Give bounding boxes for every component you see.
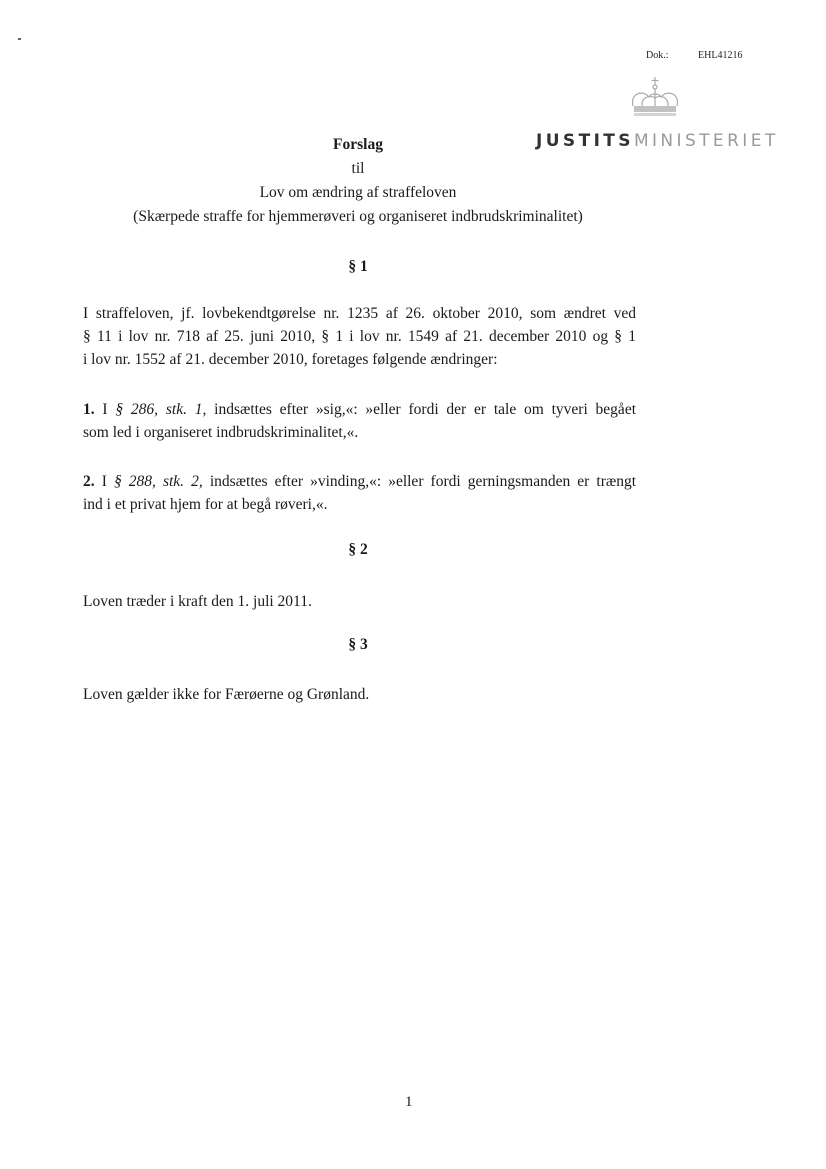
section-3-text: Loven gælder ikke for Færøerne og Grønland. — [83, 686, 370, 703]
page-number: 1 — [405, 1094, 413, 1110]
amendment-item-2 — [83, 470, 636, 516]
bill-subtitle: (Skærpede straffe for hjemmerøveri og organiseret indbrudskriminalitet) — [133, 208, 583, 225]
amendment-reference: § 286, stk. 1, — [115, 401, 207, 418]
section-3-heading: § 3 — [348, 636, 368, 653]
section-1-heading: § 1 — [348, 258, 368, 275]
amendment-reference: § 288, stk. 2, — [113, 473, 203, 490]
amendment-text: indsættes efter »vinding,«: »eller fordi gerningsmanden er trængt — [202, 473, 636, 490]
amendment-item-1-line1 — [83, 398, 636, 421]
doc-number: EHL41216 — [698, 50, 743, 61]
scan-speck — [18, 38, 21, 40]
amendment-number: 1. — [83, 401, 95, 418]
amendment-item-2-line2: ind i et privat hjem for at begå røveri,«. — [83, 496, 328, 513]
amendment-prefix: I — [94, 473, 114, 490]
amendment-item-1 — [83, 398, 636, 444]
amendment-number: 2. — [83, 473, 95, 490]
ministry-wordmark-part1: JUSTITS — [536, 131, 634, 151]
amendment-item-1-line2: som led i organiseret indbrudskriminalitet,«. — [83, 424, 359, 441]
bill-law-name: Lov om ændring af straffeloven — [259, 184, 457, 201]
ministry-wordmark-part2: MINISTERIET — [633, 131, 779, 151]
amendment-prefix: I — [94, 401, 116, 418]
document-reference — [646, 50, 743, 61]
crown-logo-icon — [627, 76, 683, 120]
doc-label: Dok.: — [646, 50, 669, 61]
bill-title-connector: til — [351, 160, 365, 177]
amendment-text: indsættes efter »sig,«: »eller fordi der er tale om tyveri begået — [206, 401, 637, 418]
section-1-intro-line: § 11 i lov nr. 718 af 25. juni 2010, § 1 i lov nr. 1549 af 21. december 2010 og § 1 — [83, 328, 636, 345]
section-1-intro — [83, 302, 636, 371]
amendment-item-2-line1 — [83, 470, 636, 493]
section-2-text: Loven træder i kraft den 1. juli 2011. — [83, 593, 312, 610]
bill-title: Forslag — [333, 136, 383, 153]
section-1-intro-line: I straffeloven, jf. lovbekendtgørelse nr. 1235 af 26. oktober 2010, som ændret ved — [83, 305, 636, 322]
section-2-heading: § 2 — [348, 541, 368, 558]
section-1-intro-line: i lov nr. 1552 af 21. december 2010, foretages følgende ændringer: — [83, 351, 498, 368]
